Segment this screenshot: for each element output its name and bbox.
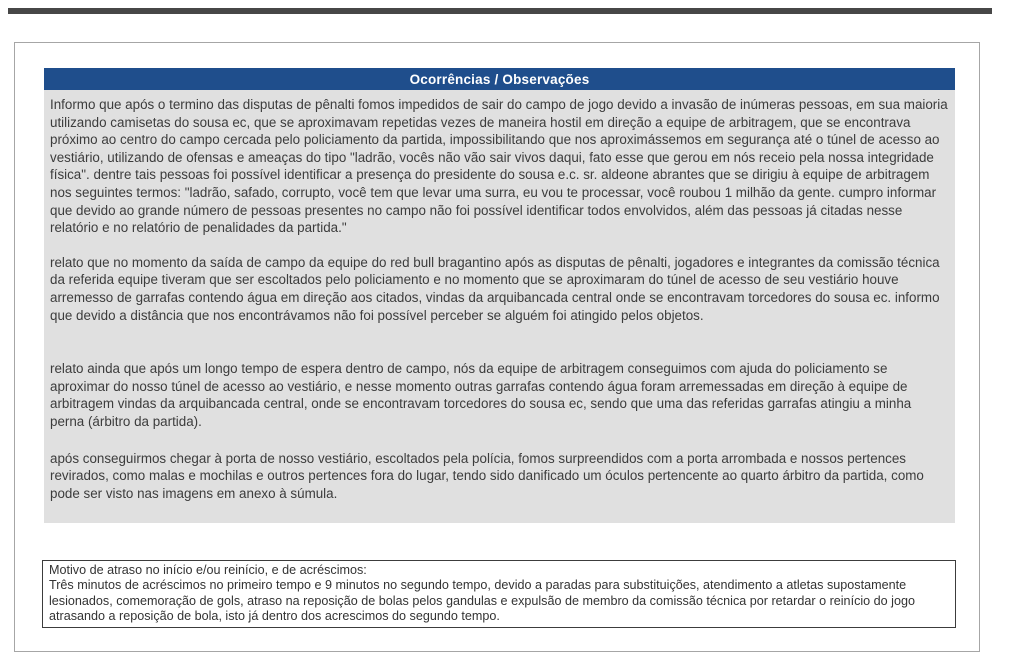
occurrence-paragraph-3: relato ainda que após um longo tempo de espera dentro de campo, nós da equipe de arbitragem conseguimos com ajuda do policiamento se aproximar do nosso túnel de acesso ao vestiário, e nesse momento outras garrafas contendo água foram arremessadas em direção à equipe de arbitragem vindas da arquibancada central, onde se encontravam torcedores do sousa ec, sendo que uma das referidas garrafas atingiu a minha perna (árbitro da partida).	[50, 361, 912, 429]
delay-reason-box	[42, 560, 956, 628]
occurrence-paragraph-1: Informo que após o termino das disputas de pênalti fomos impedidos de sair do campo de jogo devido a invasão de inúmeras pessoas, em sua maioria utilizando camisetas do sousa ec, que se aproximavam repetidas vezes de maneira hostil em direção a equipe de arbitragem, que se encontrava próximo ao centro do campo cercada pelo policiamento da partida, impossibilitando que nos aproximássemos em segurança até o túnel de acesso ao vestiário, utilizando de ofensas e ameaças do tipo "ladrão, vocês não vão sair vivos daqui, fato esse que gerou em nós receio pela nossa integridade física". dentre tais pessoas foi possível identificar a presença do presidente do sousa e.c. sr. aldeone abrantes que se dirigiu à equipe de arbitragem nos seguintes termos: "ladrão, safado, corrupto, você tem que levar uma surra, eu vou te processar, você roubou 1 milhão da gente. cumpro informar que devido ao grande número de pessoas presentes no campo não foi possível identificar todos envolvidos, além das pessoas já citadas nesse relatório e no relatório de penalidades da partida."	[50, 97, 948, 236]
occurrence-paragraph-2: relato que no momento da saída de campo da equipe do red bull bragantino após as disputas de pênalti, jogadores e integrantes da comissão técnica da referida equipe tiveram que ser escoltados pelo policiamento e no momento que se aproximaram do túnel de acesso de seu vestiário houve arremesso de garrafas contendo água em direção aos citados, vindas da arquibancada central onde se encontravam torcedores do sousa ec. informo que devido a distância que nos encontrávamos não foi possível perceber se alguém foi atingido pelos objetos.	[50, 254, 940, 323]
match-report-page	[14, 42, 980, 652]
section-title: Ocorrências / Observações	[409, 71, 590, 87]
occurrence-paragraph-4: após conseguirmos chegar à porta de nosso vestiário, escoltados pela polícia, fomos surpreendidos com a porta arrombada e nossos pertences revirados, como malas e mochilas e outros pertences fora do lugar, tendo sido danificado um óculos pertencente ao quarto árbitro da partida, como pode ser visto nas imagens em anexo à súmula.	[50, 450, 924, 501]
delay-reason-text: Três minutos de acréscimos no primeiro tempo e 9 minutos no segundo tempo, devido a paradas para substituições, atendimento a atletas supostamente lesionados, comemoração de gols, atraso na reposição de bolas pelos gandulas e expulsão de membro da comissão técnica por retardar o reinício do jogo atrasando a reposição de bola, isto já dentro dos acrescimos do segundo tempo.	[49, 578, 915, 623]
section-header-occurrences	[44, 68, 955, 90]
delay-reason-label: Motivo de atraso no início e/ou reinício, e de acréscimos:	[49, 563, 367, 577]
occurrences-text-box	[44, 90, 955, 523]
window-top-bar	[8, 8, 992, 14]
